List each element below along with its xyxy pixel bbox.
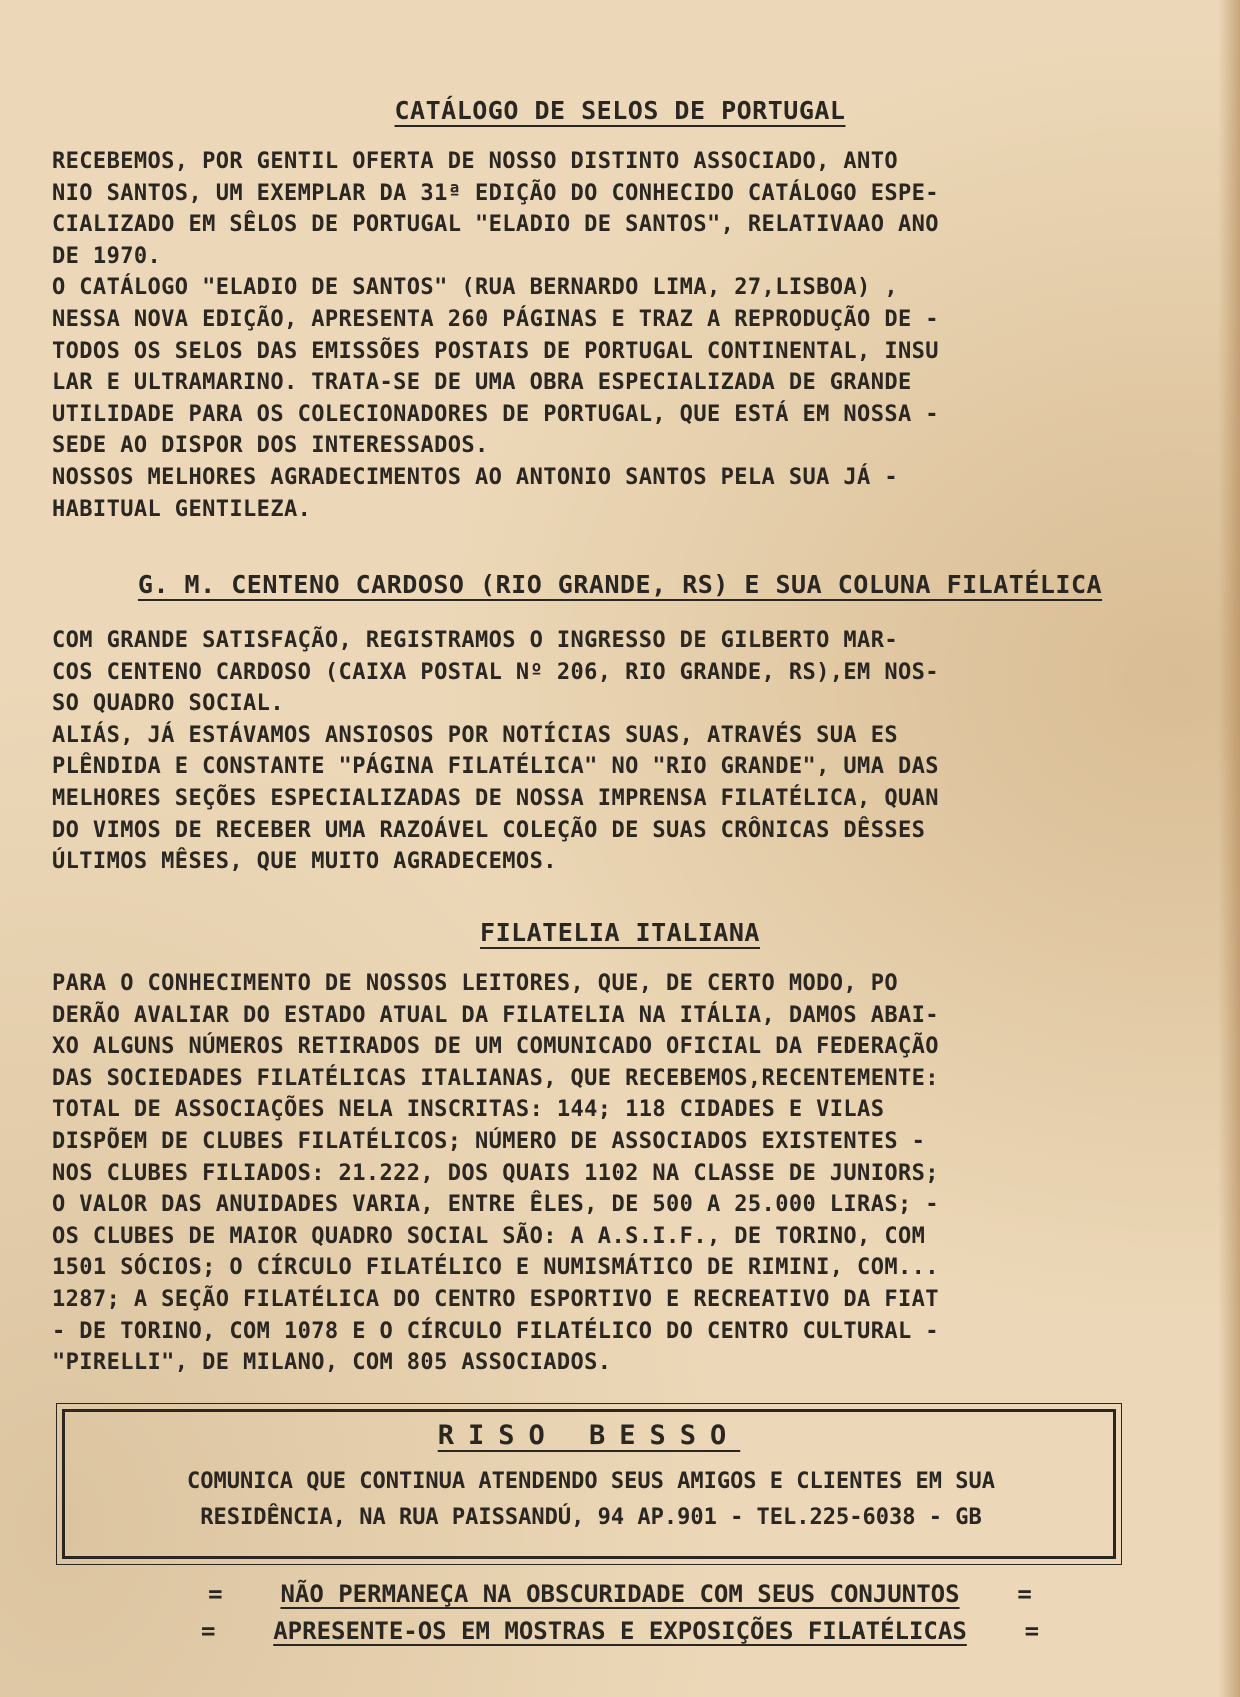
text-line: DISPÕEM DE CLUBES FILATÉLICOS; NÚMERO DE ASSOCIADOS EXISTENTES - [52,1128,926,1154]
section-heading-filatelia-italiana: FILATELIA ITALIANA [480,918,760,947]
text-line: MELHORES SEÇÕES ESPECIALIZADAS DE NOSSA IMPRENSA FILATÉLICA, QUAN [52,785,939,811]
section-body-centeno [52,625,1130,878]
text-line: DAS SOCIEDADES FILATÉLICAS ITALIANAS, QUE RECEBEMOS,RECENTEMENTE: [52,1065,939,1091]
slogan-marker: = [200,1617,216,1645]
slogan-marker: = [1017,1580,1032,1608]
text-line: SO QUADRO SOCIAL. [52,691,284,717]
text-line: SEDE AO DISPOR DOS INTERESSADOS. [52,433,489,459]
text-line: TOTAL DE ASSOCIAÇÕES NELA INSCRITAS: 144; 118 CIDADES E VILAS [52,1097,885,1123]
text-line: O CATÁLOGO "ELADIO DE SANTOS" (RUA BERNARDO LIMA, 27,LISBOA) , [52,275,898,301]
slogan-marker: = [1024,1617,1040,1645]
section-body-catalogo [52,146,1130,525]
notice-line-2: RESIDÊNCIA, NA RUA PAISSANDÚ, 94 AP.901 - TEL.225-6038 - GB [200,1505,982,1530]
text-line: O VALOR DAS ANUIDADES VARIA, ENTRE ÊLES, DE 500 A 25.000 LIRAS; - [52,1192,939,1218]
text-line: DERÃO AVALIAR DO ESTADO ATUAL DA FILATELIA NA ITÁLIA, DAMOS ABAI- [52,1002,939,1028]
text-line: 1501 SÓCIOS; O CÍRCULO FILATÉLICO E NUMISMÁTICO DE RIMINI, COM... [52,1255,939,1281]
slogan-line-2 [0,1617,1240,1645]
text-line: ALIÁS, JÁ ESTÁVAMOS ANSIOSOS POR NOTÍCIAS SUAS, ATRAVÉS SUA ES [52,722,898,748]
section-heading-centeno: G. M. CENTENO CARDOSO (RIO GRANDE, RS) E SUA COLUNA FILATÉLICA [137,570,1103,599]
text-line: "PIRELLI", DE MILANO, COM 805 ASSOCIADOS. [52,1350,612,1376]
text-line: 1287; A SEÇÃO FILATÉLICA DO CENTRO ESPORTIVO E RECREATIVO DA FIAT [52,1286,939,1312]
section-body-filatelia-italiana [52,968,1130,1379]
text-line: NOS CLUBES FILIADOS: 21.222, DOS QUAIS 1102 NA CLASSE DE JUNIORS; [52,1160,939,1186]
text-line: - DE TORINO, COM 1078 E O CÍRCULO FILATÉLICO DO CENTRO CULTURAL - [52,1318,939,1344]
slogan-marker: = [208,1580,223,1608]
text-line: HABITUAL GENTILEZA. [52,496,312,522]
text-line: UTILIDADE PARA OS COLECIONADORES DE PORTUGAL, QUE ESTÁ EM NOSSA - [52,401,939,427]
text-line: DE 1970. [52,243,162,269]
text-line: ÚLTIMOS MÊSES, QUE MUITO AGRADECEMOS. [52,849,557,875]
text-line: RECEBEMOS, POR GENTIL OFERTA DE NOSSO DISTINTO ASSOCIADO, ANTO [52,149,898,174]
text-line: COM GRANDE SATISFAÇÃO, REGISTRAMOS O INGRESSO DE GILBERTO MAR- [52,628,898,653]
text-line: XO ALGUNS NÚMEROS RETIRADOS DE UM COMUNICADO OFICIAL DA FEDERAÇÃO [52,1034,939,1060]
text-line: TODOS OS SELOS DAS EMISSÕES POSTAIS DE PORTUGAL CONTINENTAL, INSU [52,338,939,364]
text-line: NOSSOS MELHORES AGRADECIMENTOS AO ANTONIO SANTOS PELA SUA JÁ - [52,464,898,490]
slogan-text-2: APRESENTE-OS EM MOSTRAS E EXPOSIÇÕES FILATÉLICAS [273,1617,967,1645]
notice-box [62,1409,1116,1559]
notice-line-1: COMUNICA QUE CONTINUA ATENDENDO SEUS AMIGOS E CLIENTES EM SUA [187,1469,995,1494]
text-line: PLÊNDIDA E CONSTANTE "PÁGINA FILATÉLICA" NO "RIO GRANDE", UMA DAS [52,754,939,780]
text-line: OS CLUBES DE MAIOR QUADRO SOCIAL SÃO: A A.S.I.F., DE TORINO, COM [52,1223,926,1249]
text-line: NESSA NOVA EDIÇÃO, APRESENTA 260 PÁGINAS E TRAZ A REPRODUÇÃO DE - [52,306,939,332]
paper-edge-shadow [1218,0,1240,1697]
text-line: PARA O CONHECIMENTO DE NOSSOS LEITORES, QUE, DE CERTO MODO, PO [52,971,898,996]
notice-title: RISO BESSO [437,1420,741,1451]
text-line: NIO SANTOS, UM EXEMPLAR DA 31ª EDIÇÃO DO CONHECIDO CATÁLOGO ESPE- [52,180,939,206]
section-heading-catalogo: CATÁLOGO DE SELOS DE PORTUGAL [394,96,846,125]
text-line: DO VIMOS DE RECEBER UMA RAZOÁVEL COLEÇÃO DE SUAS CRÔNICAS DÊSSES [52,817,926,843]
text-line: LAR E ULTRAMARINO. TRATA-SE DE UMA OBRA ESPECIALIZADA DE GRANDE [52,370,912,396]
slogan-line-1 [0,1580,1240,1608]
text-line: CIALIZADO EM SÊLOS DE PORTUGAL "ELADIO DE SANTOS", RELATIVAAO ANO [52,212,939,238]
text-line: COS CENTENO CARDOSO (CAIXA POSTAL Nº 206, RIO GRANDE, RS),EM NOS- [52,659,939,685]
slogan-text-1: NÃO PERMANEÇA NA OBSCURIDADE COM SEUS CONJUNTOS [280,1580,960,1608]
